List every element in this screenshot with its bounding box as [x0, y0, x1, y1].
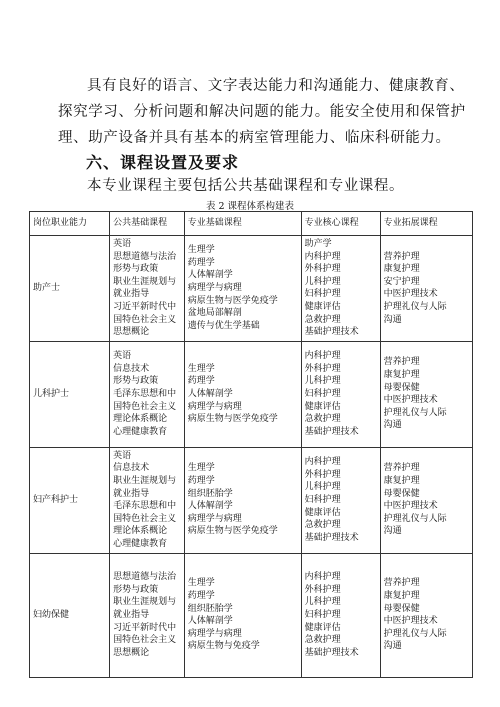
table-row — [30, 553, 473, 677]
course-item: 康复护理 — [383, 591, 420, 602]
course-item: 职业生涯规划与 — [113, 276, 177, 287]
course-item: 就业指导 — [113, 289, 150, 300]
core-courses-cell — [301, 447, 380, 553]
extension-courses-cell — [380, 236, 472, 342]
extension-courses-cell — [380, 447, 472, 553]
intro-paragraph: 具有良好的语言、文字表达能力和沟通能力、健康教育、探究学习、分析问题和解决问题的能力。能安全使用和保管护理、助产设备并具有基本的病室管理能力、临床科研能力。 — [58, 78, 466, 146]
course-item: 护理礼仪与人际 — [383, 407, 447, 418]
course-item: 妇科护理 — [304, 289, 341, 300]
extension-courses-cell — [380, 341, 472, 447]
course-item: 康复护理 — [383, 476, 420, 487]
course-item: 生理学 — [187, 363, 215, 374]
table-row — [30, 447, 473, 553]
course-item: 营养护理 — [383, 578, 420, 589]
course-item: 信息技术 — [113, 463, 150, 474]
public-courses-cell — [110, 447, 185, 553]
course-item: 基础护理技术 — [304, 532, 359, 543]
course-item: 英语 — [113, 239, 132, 249]
course-item: 英语 — [113, 351, 132, 362]
course-item: 组织胚胎学 — [187, 603, 233, 614]
course-item: 国特色社会主义 — [113, 635, 177, 646]
course-item: 外科护理 — [304, 363, 341, 374]
course-item: 思想道德与法治 — [113, 572, 177, 583]
course-item: 儿科护理 — [304, 376, 341, 387]
course-item: 病理学与病理 — [187, 401, 242, 412]
course-system-table — [29, 211, 473, 678]
course-item: 病原生物与医学免疫学 — [187, 414, 278, 425]
course-item: 外科护理 — [304, 584, 341, 595]
header-extension-courses: 专业拓展课程 — [380, 212, 472, 236]
course-item: 思想概论 — [113, 647, 150, 658]
course-item: 沟通 — [383, 314, 402, 325]
public-courses-cell — [110, 553, 185, 677]
course-item: 思想道德与法治 — [113, 251, 177, 262]
course-item: 信息技术 — [113, 363, 150, 374]
course-item: 健康评估 — [304, 401, 341, 412]
course-item: 生理学 — [187, 578, 215, 589]
course-item: 病理学与病理 — [187, 513, 242, 524]
course-item: 急救护理 — [304, 635, 341, 646]
course-item: 形势与政策 — [113, 376, 159, 387]
course-item: 药理学 — [187, 591, 215, 602]
course-item: 遗传与优生学基础 — [187, 320, 260, 331]
course-item: 助产学 — [304, 239, 332, 249]
course-item: 心理健康教育 — [113, 426, 168, 437]
course-item: 毛泽东思想和中 — [113, 388, 177, 399]
course-item: 毛泽东思想和中 — [113, 501, 177, 512]
course-item: 急救护理 — [304, 314, 341, 325]
course-item: 病理学与病理 — [187, 283, 242, 294]
header-job-ability: 岗位职业能力 — [30, 212, 110, 236]
public-courses-cell — [110, 236, 185, 342]
basic-courses-cell — [184, 447, 301, 553]
basic-courses-cell — [184, 341, 301, 447]
course-item: 护理礼仪与人际 — [383, 628, 447, 639]
course-item: 营养护理 — [383, 357, 420, 368]
course-item: 康复护理 — [383, 370, 420, 381]
course-item: 妇科护理 — [304, 609, 341, 620]
course-item: 基础护理技术 — [304, 426, 359, 437]
course-item: 中医护理技术 — [383, 501, 438, 512]
course-item: 康复护理 — [383, 264, 420, 275]
course-item: 妇科护理 — [304, 494, 341, 505]
course-item: 理论体系概论 — [113, 526, 168, 537]
core-courses-cell — [301, 236, 380, 342]
course-item: 健康评估 — [304, 622, 341, 633]
course-item: 国特色社会主义 — [113, 314, 177, 325]
course-item: 病原生物与医学免疫学 — [187, 526, 278, 537]
job-ability-cell: 助产士 — [30, 236, 110, 342]
course-item: 习近平新时代中 — [113, 301, 177, 312]
course-item: 中医护理技术 — [383, 395, 438, 406]
course-item: 护理礼仪与人际 — [383, 301, 447, 312]
course-item: 内科护理 — [304, 457, 341, 468]
course-item: 病理学与病理 — [187, 628, 242, 639]
course-item: 组织胚胎学 — [187, 488, 233, 499]
course-item: 儿科护理 — [304, 482, 341, 493]
course-item: 理论体系概论 — [113, 414, 168, 425]
course-item: 沟通 — [383, 526, 402, 537]
course-item: 营养护理 — [383, 463, 420, 474]
course-item: 健康评估 — [304, 507, 341, 518]
section-paragraph: 本专业课程主要包括公共基础课程和专业课程。 — [87, 178, 405, 194]
job-ability-cell: 妇产科护士 — [30, 447, 110, 553]
core-courses-cell — [301, 553, 380, 677]
basic-courses-cell — [184, 553, 301, 677]
course-item: 职业生涯规划与 — [113, 597, 177, 608]
job-ability-cell: 妇幼保健 — [30, 553, 110, 677]
core-courses-cell — [301, 341, 380, 447]
course-item: 母婴保健 — [383, 488, 420, 499]
extension-courses-cell — [380, 553, 472, 677]
course-item: 人体解剖学 — [187, 270, 233, 281]
course-item: 急救护理 — [304, 520, 341, 531]
course-item: 中医护理技术 — [383, 289, 438, 300]
course-item: 盆地局部解剖 — [187, 308, 242, 319]
course-item: 护理礼仪与人际 — [383, 513, 447, 524]
course-item: 沟通 — [383, 420, 402, 431]
course-item: 形势与政策 — [113, 584, 159, 595]
course-item: 沟通 — [383, 641, 402, 652]
course-item: 急救护理 — [304, 414, 341, 425]
course-item: 营养护理 — [383, 251, 420, 262]
table-row — [30, 236, 473, 342]
course-item: 习近平新时代中 — [113, 622, 177, 633]
public-courses-cell — [110, 341, 185, 447]
course-item: 人体解剖学 — [187, 388, 233, 399]
table-row — [30, 341, 473, 447]
course-item: 妇科护理 — [304, 388, 341, 399]
course-item: 思想概论 — [113, 327, 150, 338]
header-basic-courses: 专业基础课程 — [184, 212, 301, 236]
course-item: 儿科护理 — [304, 276, 341, 287]
table-caption: 表 2 课程体系构建表 — [205, 201, 295, 212]
course-item: 药理学 — [187, 376, 215, 387]
course-item: 中医护理技术 — [383, 616, 438, 627]
course-item: 病原生物与医学免疫学 — [187, 295, 278, 306]
course-item: 国特色社会主义 — [113, 513, 177, 524]
table-header-row — [30, 212, 473, 236]
header-core-courses: 专业核心课程 — [301, 212, 380, 236]
course-item: 安宁护理 — [383, 276, 420, 287]
course-item: 心理健康教育 — [113, 539, 168, 550]
basic-courses-cell — [184, 236, 301, 342]
course-item: 外科护理 — [304, 264, 341, 275]
course-item: 生理学 — [187, 245, 215, 256]
course-item: 病原生物与免疫学 — [187, 641, 260, 652]
course-item: 内科护理 — [304, 251, 341, 262]
course-item: 母婴保健 — [383, 382, 420, 393]
course-item: 药理学 — [187, 257, 215, 268]
course-item: 形势与政策 — [113, 264, 159, 275]
course-item: 生理学 — [187, 463, 215, 474]
course-item: 基础护理技术 — [304, 327, 359, 338]
course-item: 基础护理技术 — [304, 647, 359, 658]
course-item: 内科护理 — [304, 572, 341, 583]
course-item: 职业生涯规划与 — [113, 476, 177, 487]
course-item: 药理学 — [187, 476, 215, 487]
course-item: 就业指导 — [113, 609, 150, 620]
course-item: 就业指导 — [113, 488, 150, 499]
course-item: 母婴保健 — [383, 603, 420, 614]
header-public-courses: 公共基础课程 — [110, 212, 185, 236]
course-item: 国特色社会主义 — [113, 401, 177, 412]
course-item: 人体解剖学 — [187, 501, 233, 512]
course-item: 儿科护理 — [304, 597, 341, 608]
section-heading: 六、课程设置及要求 — [86, 153, 240, 172]
course-item: 健康评估 — [304, 301, 341, 312]
job-ability-cell: 儿科护士 — [30, 341, 110, 447]
course-item: 英语 — [113, 450, 132, 461]
course-item: 内科护理 — [304, 351, 341, 362]
course-item: 外科护理 — [304, 469, 341, 480]
course-item: 人体解剖学 — [187, 616, 233, 627]
